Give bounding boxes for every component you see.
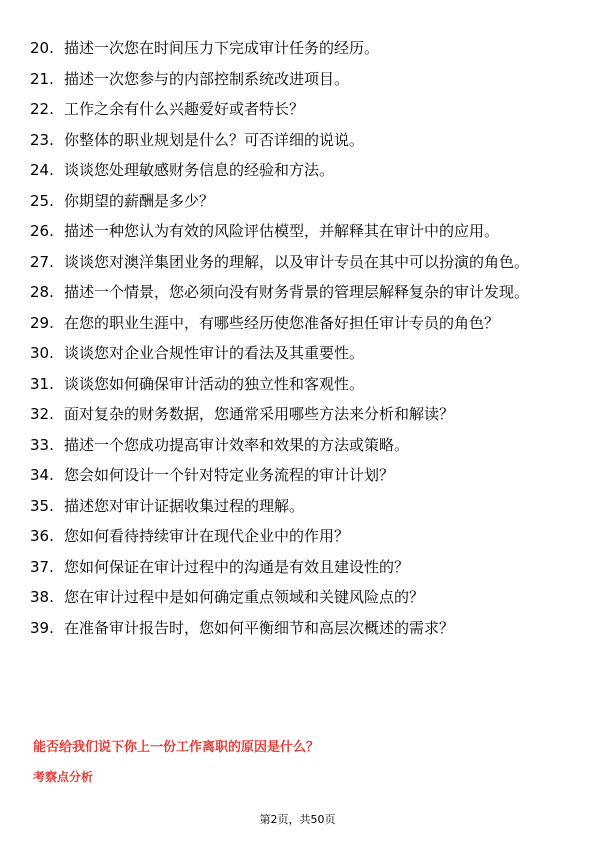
list-item	[30, 251, 560, 273]
question-text: 工作之余有什么兴趣爱好或者特长？	[64, 100, 305, 118]
question-number: 32.	[30, 405, 54, 423]
page-number-footer: 第2页，共50页	[259, 813, 336, 826]
question-number: 25.	[30, 191, 54, 210]
question-text: 描述一次您在时间压力下完成审计任务的经历。	[64, 39, 380, 57]
question-text: 您如何保证在审计过程中的沟通是有效且建设性的？	[64, 557, 410, 576]
question-number: 39.	[30, 618, 54, 637]
list-item	[30, 403, 560, 425]
question-number: 35.	[30, 496, 54, 515]
list-item	[30, 434, 560, 456]
list-item	[30, 342, 560, 364]
list-item	[30, 129, 560, 151]
question-number: 30.	[30, 344, 54, 362]
list-item	[30, 556, 560, 578]
question-text: 描述您对审计证据收集过程的理解。	[64, 496, 305, 515]
question-text: 谈谈您如何确保审计活动的独立性和客观性。	[64, 374, 365, 393]
question-number: 24.	[30, 161, 54, 179]
question-number: 27.	[30, 252, 54, 271]
question-number: 34.	[30, 466, 54, 484]
question-number: 23.	[30, 130, 54, 149]
list-item	[30, 190, 560, 212]
list-item	[30, 586, 560, 608]
section-title: 能否给我们说下你上一份工作离职的原因是什么？	[33, 740, 320, 755]
list-item	[30, 525, 560, 547]
list-item	[30, 98, 560, 120]
question-text: 谈谈您对澳洋集团业务的理解，以及审计专员在其中可以扮演的角色。	[64, 252, 530, 271]
list-item	[30, 37, 560, 59]
question-number: 21.	[30, 69, 54, 88]
question-number: 37.	[30, 557, 54, 576]
question-number: 36.	[30, 527, 54, 545]
question-text: 描述一个您成功提高审计效率和效果的方法或策略。	[64, 435, 410, 454]
sub-title: 考察点分析	[33, 770, 94, 784]
question-text: 您在审计过程中是如何确定重点领域和关键风险点的？	[64, 588, 425, 606]
question-text: 面对复杂的财务数据，您通常采用哪些方法来分析和解读？	[64, 405, 455, 423]
question-number: 38.	[30, 588, 54, 606]
question-text: 描述一个情景，您必须向没有财务背景的管理层解释复杂的审计发现。	[64, 283, 530, 301]
list-item	[30, 495, 560, 517]
question-text: 您如何看待持续审计在现代企业中的作用？	[64, 527, 350, 545]
question-number: 29.	[30, 313, 54, 332]
question-text: 描述一种您认为有效的风险评估模型，并解释其在审计中的应用。	[64, 222, 500, 240]
list-item	[30, 312, 560, 334]
question-list	[30, 37, 560, 647]
list-item	[30, 281, 560, 303]
list-item	[30, 373, 560, 395]
list-item	[30, 159, 560, 181]
question-number: 26.	[30, 222, 54, 240]
question-text: 您会如何设计一个针对特定业务流程的审计计划？	[64, 466, 395, 484]
question-number: 20.	[30, 39, 54, 57]
question-number: 28.	[30, 283, 54, 301]
question-text: 你整体的职业规划是什么？可否详细的说说。	[64, 130, 365, 149]
question-number: 33.	[30, 435, 54, 454]
list-item	[30, 220, 560, 242]
question-text: 在您的职业生涯中，有哪些经历使您准备好担任审计专员的角色？	[64, 313, 500, 332]
question-text: 你期望的薪酬是多少？	[64, 191, 215, 210]
list-item	[30, 617, 560, 639]
question-number: 22.	[30, 100, 54, 118]
question-text: 描述一次您参与的内部控制系统改进项目。	[64, 69, 350, 88]
question-text: 谈谈您对企业合规性审计的看法及其重要性。	[64, 344, 365, 362]
question-number: 31.	[30, 374, 54, 393]
list-item	[30, 68, 560, 90]
list-item	[30, 464, 560, 486]
question-text: 在准备审计报告时，您如何平衡细节和高层次概述的需求？	[64, 618, 455, 637]
question-text: 谈谈您处理敏感财务信息的经验和方法。	[64, 161, 335, 179]
